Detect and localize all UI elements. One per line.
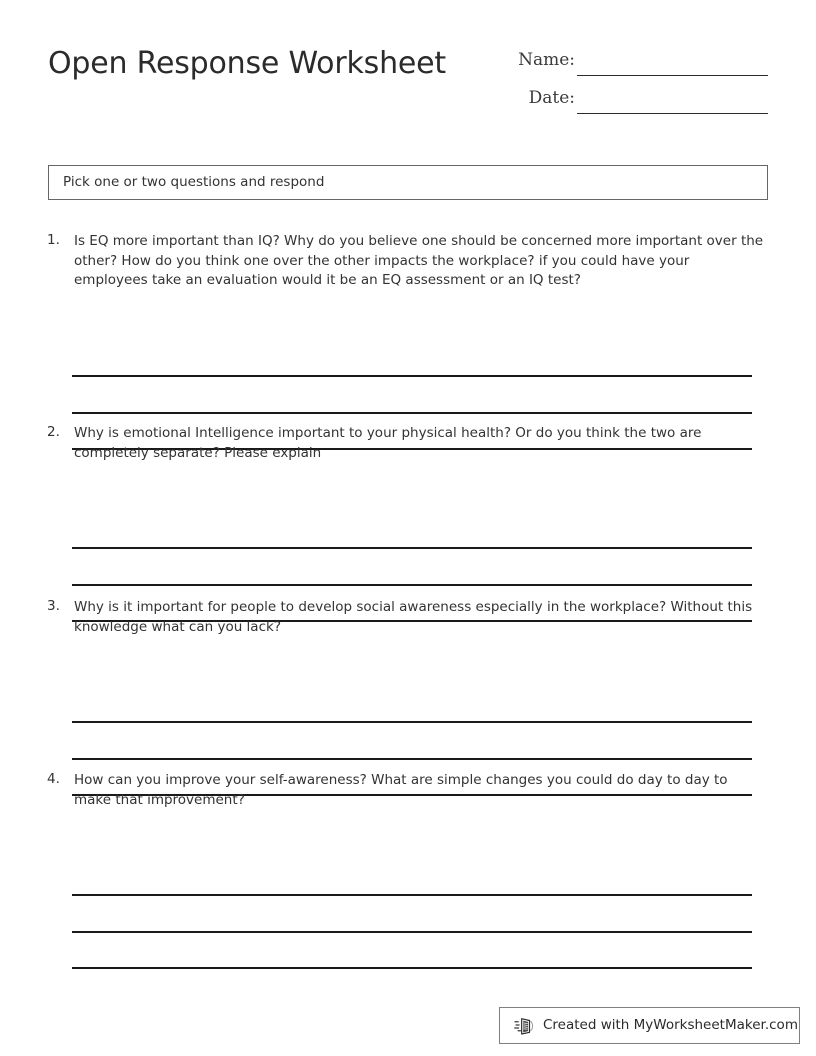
question-block [0,771,816,810]
date-field-row [500,88,776,126]
instruction-box [48,165,768,200]
answer-line[interactable] [72,375,752,377]
question-row [0,232,816,291]
footer-attribution-text: Created with MyWorksheetMaker.com [543,1016,798,1033]
answer-line[interactable] [72,721,752,723]
page-title: Open Response Worksheet [48,46,446,81]
answer-line[interactable] [72,758,752,760]
name-field-label: Name: [518,50,575,70]
name-field-input-line[interactable] [577,75,768,76]
footer-attribution-badge[interactable] [499,1007,800,1044]
date-field-input-line[interactable] [577,113,768,114]
question-block [0,232,816,291]
worksheet-header [0,0,816,130]
question-number: 4. [47,771,60,787]
answer-line[interactable] [72,967,752,969]
instruction-text: Pick one or two questions and respond [63,174,325,191]
question-text: Why is it important for people to develop social awareness especially in the workplace? Without this knowledge what can you lack? [74,599,753,635]
question-number: 3. [47,598,60,614]
answer-line[interactable] [72,412,752,414]
question-number: 1. [47,232,60,248]
date-field-label: Date: [528,88,575,108]
answer-line[interactable] [72,547,752,549]
question-block [0,424,816,463]
question-block [0,598,816,637]
question-number: 2. [47,424,60,440]
flying-document-icon [514,1016,534,1036]
name-date-fields [500,50,776,126]
answer-line[interactable] [72,584,752,586]
question-text: Is EQ more important than IQ? Why do you believe one should be concerned more important over the other? How do you think one over the other impacts the workplace? if you could have your employees take an evaluation would it be an EQ assessment or an IQ test? [74,233,764,288]
name-field-row [500,50,776,88]
question-row [0,424,816,463]
answer-line[interactable] [72,931,752,933]
question-text: Why is emotional Intelligence important to your physical health? Or do you think the two are completely separate? Please explain [74,425,702,461]
question-row [0,771,816,810]
question-row [0,598,816,637]
question-text: How can you improve your self-awareness? What are simple changes you could do day to day to make that improvement? [74,772,728,808]
answer-line[interactable] [72,894,752,896]
